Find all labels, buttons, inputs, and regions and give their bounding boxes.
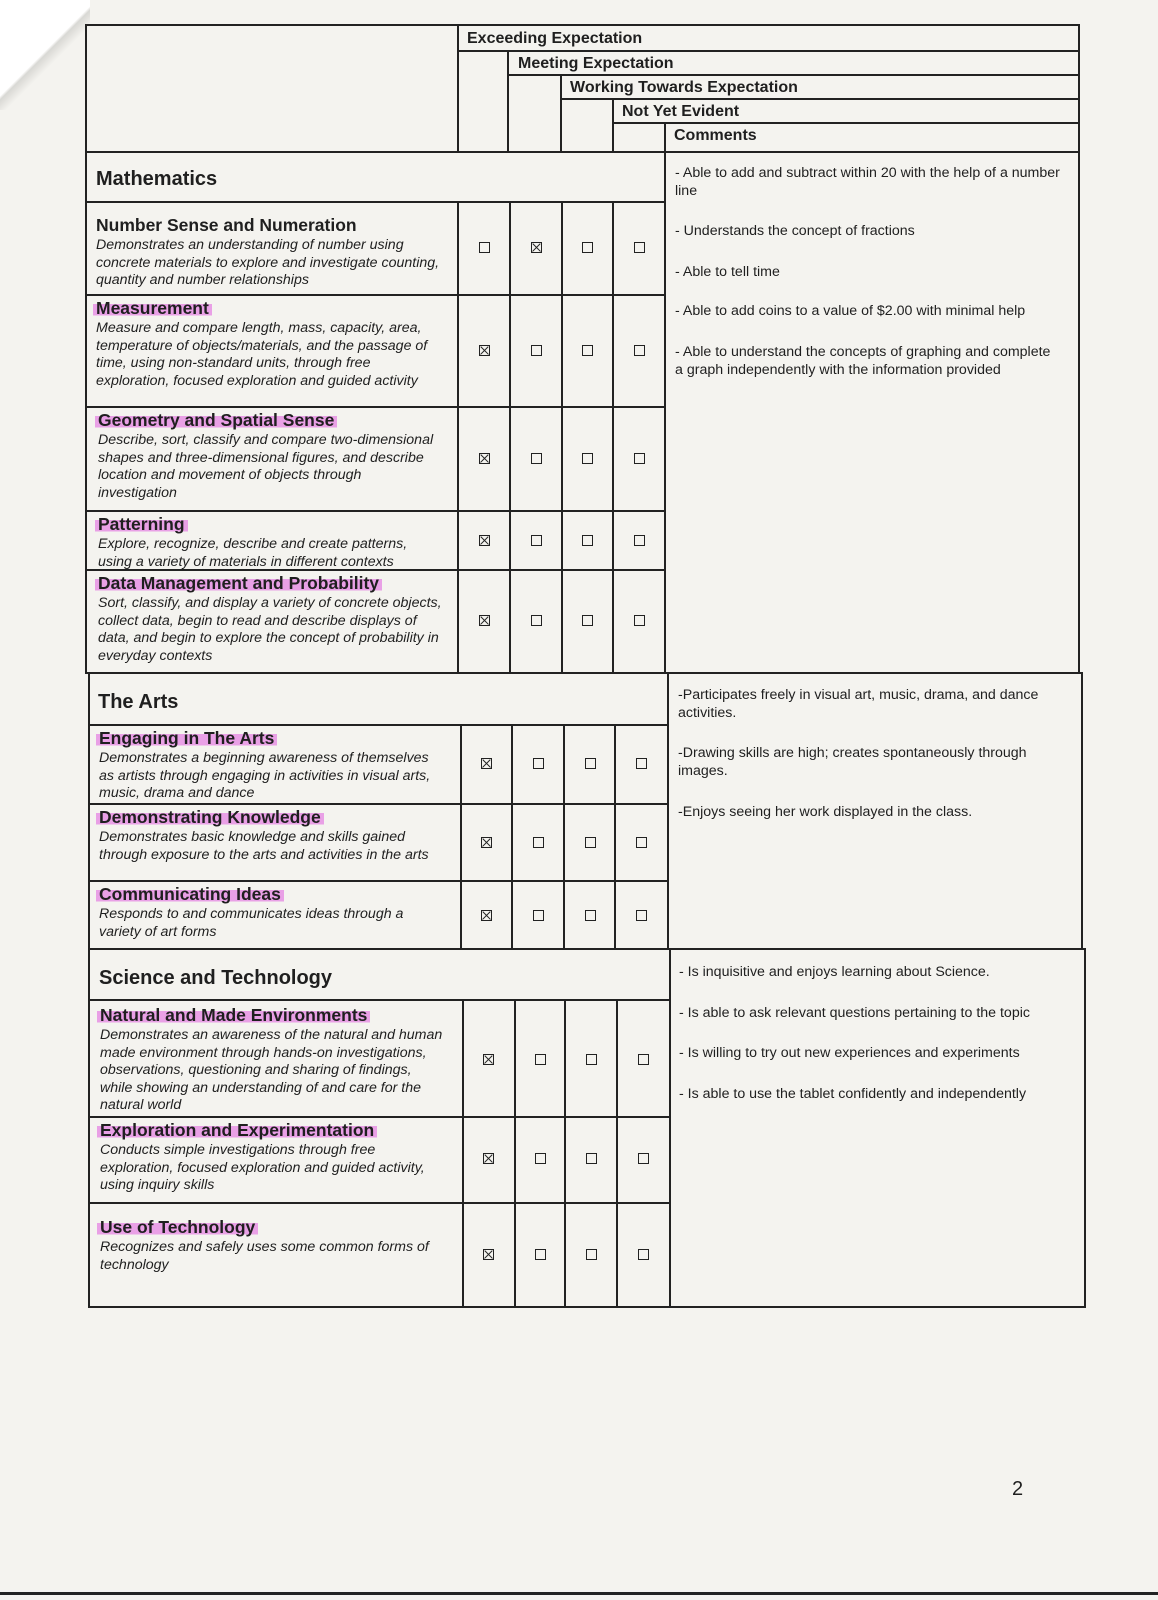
row-description: Measure and compare length, mass, capacity, area, temperature of objects/materials, and the passage of time, using non-standard units, through free exploration, focused exploration and guided activity [96,320,428,389]
checkbox-meeting[interactable] [531,535,542,546]
checkbox-meeting[interactable] [535,1153,546,1164]
checkbox-exceeding[interactable] [481,758,492,769]
checkbox-exceeding[interactable] [479,242,490,253]
section-title: Mathematics [96,168,218,190]
row-title: Exploration and Experimentation [97,1120,377,1140]
checkbox-not-yet[interactable] [636,758,647,769]
row-title: Data Management and Probability [95,573,382,593]
row-description: Sort, classify, and display a variety of concrete objects, collect data, begin to read and describe displays of data, and begin to explore the concept of probability in everyday contexts [98,595,442,664]
checkbox-meeting[interactable] [535,1249,546,1260]
checkbox-meeting[interactable] [531,345,542,356]
comment: - Is inquisitive and enjoys learning about Science. [679,964,990,980]
checkbox-not-yet[interactable] [636,837,647,848]
comment: - Able to understand the concepts of graphing and complete a graph independently with the information provided [675,344,1051,378]
checkbox-working[interactable] [582,453,593,464]
checkbox-not-yet[interactable] [638,1054,649,1065]
section-title: Science and Technology [99,967,333,989]
checkbox-working[interactable] [585,910,596,921]
legend-comments: Comments [674,127,757,144]
row-title: Engaging in The Arts [96,728,277,748]
checkbox-meeting[interactable] [535,1054,546,1065]
row-title: Number Sense and Numeration [96,215,357,235]
page-number: 2 [1012,1478,1024,1500]
checkbox-meeting[interactable] [533,837,544,848]
comment: - Is able to use the tablet confidently and independently [679,1086,1027,1102]
comment: - Is willing to try out new experiences and experiments [679,1045,1020,1061]
checkbox-exceeding[interactable] [479,453,490,464]
checkbox-exceeding[interactable] [483,1054,494,1065]
checkbox-exceeding[interactable] [481,910,492,921]
checkbox-not-yet[interactable] [638,1153,649,1164]
row-description: Demonstrates a beginning awareness of themselves as artists through engaging in activities in visual arts, music, drama and dance [99,750,431,801]
checkbox-working[interactable] [586,1249,597,1260]
row-description: Explore, recognize, describe and create patterns, using a variety of materials in different contexts [98,536,408,570]
comment: -Enjoys seeing her work displayed in the class. [678,804,973,820]
checkbox-not-yet[interactable] [634,453,645,464]
checkbox-working[interactable] [585,758,596,769]
checkbox-not-yet[interactable] [636,910,647,921]
row-description: Responds to and communicates ideas through a variety of art forms [99,906,404,940]
checkbox-working[interactable] [586,1054,597,1065]
comment: - Is able to ask relevant questions pertaining to the topic [679,1005,1030,1021]
section-title: The Arts [98,691,179,713]
row-title: Patterning [95,514,188,534]
row-description: Describe, sort, classify and compare two-dimensional shapes and three-dimensional figures, and describe location and movement of objects through investigation [98,432,434,501]
checkbox-meeting[interactable] [531,242,542,253]
checkbox-working[interactable] [582,535,593,546]
comment: - Understands the concept of fractions [675,223,915,239]
checkbox-not-yet[interactable] [634,345,645,356]
checkbox-exceeding[interactable] [481,837,492,848]
scan-edge [0,1592,1158,1595]
checkbox-exceeding[interactable] [483,1249,494,1260]
legend-working-towards: Working Towards Expectation [570,79,798,96]
checkbox-exceeding[interactable] [479,535,490,546]
comment: - Able to add and subtract within 20 with the help of a number line [675,165,1060,199]
checkbox-exceeding[interactable] [479,615,490,626]
row-title: Measurement [93,298,212,318]
checkbox-working[interactable] [582,242,593,253]
legend-exceeding: Exceeding Expectation [467,30,643,47]
checkbox-not-yet[interactable] [634,615,645,626]
row-title: Natural and Made Environments [97,1005,370,1025]
checkbox-not-yet[interactable] [638,1249,649,1260]
row-description: Recognizes and safely uses some common forms of technology [100,1239,429,1273]
checkbox-working[interactable] [585,837,596,848]
checkbox-meeting[interactable] [531,453,542,464]
checkbox-exceeding[interactable] [483,1153,494,1164]
checkbox-meeting[interactable] [533,910,544,921]
comment: -Drawing skills are high; creates spontaneously through images. [678,745,1027,779]
comment: -Participates freely in visual art, music, drama, and dance activities. [678,687,1039,721]
checkbox-exceeding[interactable] [479,345,490,356]
checkbox-not-yet[interactable] [634,535,645,546]
row-description: Conducts simple investigations through free exploration, focused exploration and guided activity, using inquiry skills [100,1142,425,1193]
row-title: Demonstrating Knowledge [96,807,324,827]
legend-not-yet-evident: Not Yet Evident [622,103,740,120]
comment: - Able to tell time [675,264,780,280]
legend-meeting: Meeting Expectation [518,55,674,72]
checkbox-not-yet[interactable] [634,242,645,253]
row-description: Demonstrates basic knowledge and skills gained through exposure to the arts and activities in the arts [99,829,429,863]
row-title: Use of Technology [97,1217,258,1237]
comment: - Able to add coins to a value of $2.00 with minimal help [675,303,1026,319]
checkbox-working[interactable] [582,345,593,356]
checkbox-working[interactable] [586,1153,597,1164]
row-title: Geometry and Spatial Sense [95,410,337,430]
row-title: Communicating Ideas [96,884,284,904]
checkbox-working[interactable] [582,615,593,626]
checkbox-meeting[interactable] [531,615,542,626]
row-description: Demonstrates an awareness of the natural and human made environment through hands-on investigations, observations, questioning and sharing of findings, while showing an understanding of and care for the natural world [100,1027,443,1113]
checkbox-meeting[interactable] [533,758,544,769]
row-description: Demonstrates an understanding of number using concrete materials to explore and investigate counting, quantity and number relationships [96,237,440,288]
